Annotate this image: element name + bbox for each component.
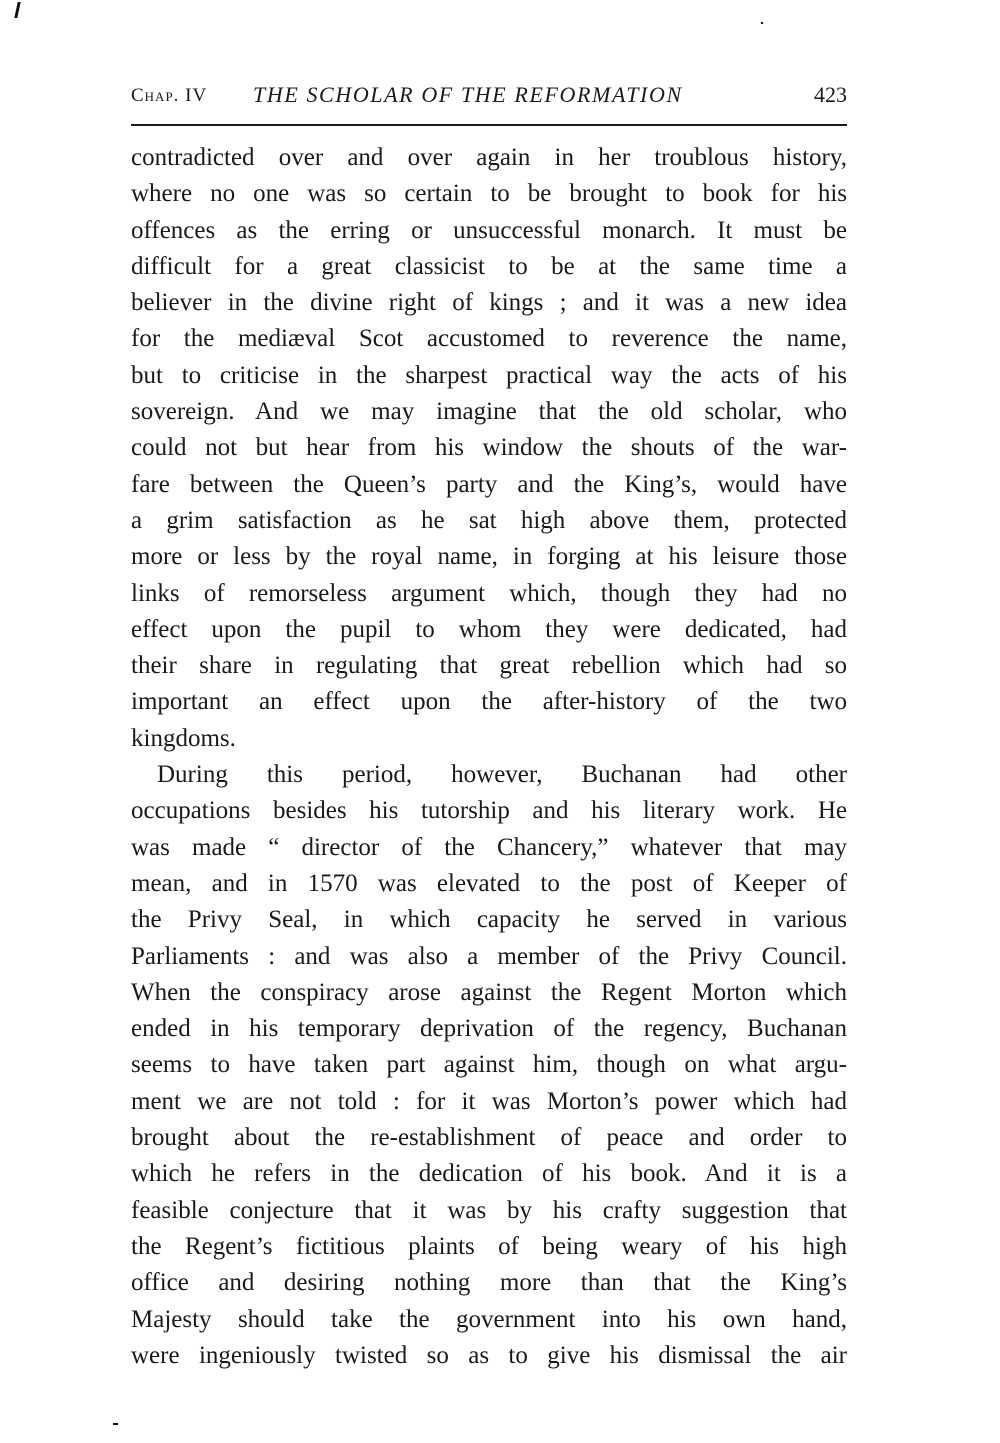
text-line: sovereign. And we may imagine that the old scholar, who	[131, 398, 847, 426]
text-line: the Privy Seal, in which capacity he served in various	[131, 906, 847, 934]
text-line: brought about the re-establishment of peace and order to	[131, 1124, 847, 1152]
text-line: could not but hear from his window the shouts of the war-	[131, 434, 847, 462]
body-text	[131, 140, 847, 1374]
text-line: Parliaments : and was also a member of the Privy Council.	[131, 942, 847, 970]
text-line: the Regent’s fictitious plaints of being weary of his high	[131, 1232, 847, 1260]
text-line: effect upon the pupil to whom they were dedicated, had	[131, 615, 847, 643]
paragraph-end-line: kingdoms.	[131, 724, 236, 752]
chapter-label: Chap. IV	[131, 85, 208, 106]
text-line: for the mediæval Scot accustomed to reverence the name,	[131, 325, 847, 353]
text-line: important an effect upon the after-history of the two	[131, 688, 847, 716]
paragraph-start-line: During this period, however, Buchanan had other	[157, 761, 847, 789]
text-line: Majesty should take the government into his own hand,	[131, 1305, 847, 1333]
book-page	[131, 0, 847, 1443]
header-rule	[131, 124, 847, 126]
scan-artifact-mark	[14, 2, 20, 18]
text-line: more or less by the royal name, in forging at his leisure those	[131, 543, 847, 571]
text-line: ment we are not told : for it was Morton’s power which had	[131, 1087, 847, 1115]
scan-artifact-mark	[113, 1423, 118, 1425]
text-line: fare between the Queen’s party and the King’s, would have	[131, 470, 847, 498]
text-line: but to criticise in the sharpest practical way the acts of his	[131, 361, 847, 389]
text-line: links of remorseless argument which, though they had no	[131, 579, 847, 607]
text-line: a grim satisfaction as he sat high above them, protected	[131, 506, 847, 534]
text-line: occupations besides his tutorship and his literary work. He	[131, 797, 847, 825]
text-line: feasible conjecture that it was by his crafty suggestion that	[131, 1196, 847, 1224]
text-line: ended in his temporary deprivation of the regency, Buchanan	[131, 1015, 847, 1043]
text-line: were ingeniously twisted so as to give his dismissal the air	[131, 1341, 847, 1369]
text-line: where no one was so certain to be brought to book for his	[131, 180, 847, 208]
text-line: office and desiring nothing more than that the King’s	[131, 1269, 847, 1297]
text-line: their share in regulating that great rebellion which had so	[131, 652, 847, 680]
text-line: mean, and in 1570 was elevated to the post of Keeper of	[131, 869, 847, 897]
text-line: was made “ director of the Chancery,” whatever that may	[131, 833, 847, 861]
text-line: believer in the divine right of kings ; and it was a new idea	[131, 289, 847, 317]
text-line: When the conspiracy arose against the Regent Morton which	[131, 978, 847, 1006]
text-line: contradicted over and over again in her troublous history,	[131, 144, 847, 171]
running-title: THE SCHOLAR OF THE REFORMATION	[253, 82, 683, 107]
text-line: which he refers in the dedication of his book. And it is a	[131, 1160, 847, 1188]
page-number: 423	[814, 82, 847, 107]
text-line: offences as the erring or unsuccessful monarch. It must be	[131, 216, 847, 244]
text-line: difficult for a great classicist to be at the same time a	[131, 252, 847, 280]
running-header	[131, 80, 847, 110]
text-line: seems to have taken part against him, though on what argu-	[131, 1051, 847, 1079]
